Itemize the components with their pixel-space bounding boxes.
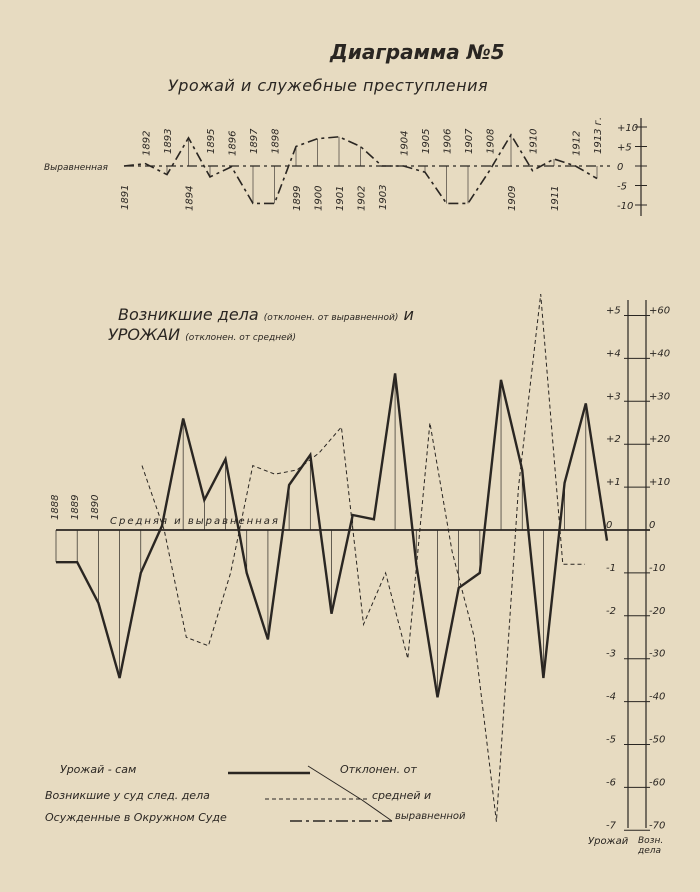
chart1-year-label: 1900 [313, 185, 325, 211]
chart2-left-tick-label: -6 [606, 777, 616, 789]
chart1-y-tick-label: -10 [617, 201, 634, 212]
axis-label-cases: Возн. дела [638, 836, 664, 856]
chart2-right-tick-label: +40 [649, 348, 671, 360]
chart2-right-tick-label: +30 [649, 391, 671, 403]
legend-note-3: выравненной [395, 811, 466, 822]
chart2-left-tick-label: +4 [606, 348, 621, 360]
chart2-title-main: Возникшие дела [118, 305, 259, 324]
chart1-year-label: 1906 [442, 128, 454, 154]
chart2-right-tick-label: -10 [649, 562, 666, 574]
legend-bracket-2 [362, 800, 392, 821]
chart2-left-tick-label: +2 [606, 434, 621, 446]
chart2-right-tick-label: -20 [649, 605, 666, 617]
legend-note-1: Отклонен. от [340, 763, 417, 776]
chart2-left-tick-label: -4 [606, 691, 616, 703]
chart2-right-tick-label: -60 [649, 777, 666, 789]
chart2-title-main2: УРОЖАИ [108, 325, 181, 344]
chart2-baseline-label: Средняя и выравненная [110, 516, 280, 527]
chart1-year-label: 1907 [464, 128, 475, 154]
chart1-year-label: 1895 [206, 128, 217, 154]
chart2-left-tick-label: -2 [606, 605, 616, 617]
chart2-right-tick-label: +10 [649, 477, 671, 489]
chart1-year-label: 1891 [120, 184, 131, 210]
chart1-year-label: 1901 [335, 185, 346, 211]
chart2-right-tick-label: -40 [649, 691, 666, 703]
chart1-year-label: 1903 [378, 184, 389, 210]
chart2-right-tick-label: -50 [649, 734, 666, 746]
chart1-year-label: 1910 [528, 128, 540, 154]
chart1-year-label: 1902 [356, 185, 368, 211]
chart1-year-label: 1893 [163, 128, 174, 154]
chart1-year-label: 1898 [270, 128, 282, 154]
chart2-series-cases [142, 294, 585, 822]
chart1-year-label: 1899 [292, 185, 303, 211]
diagram-title: Диаграмма №5 [330, 40, 505, 64]
chart2-right-tick-label: +60 [649, 305, 671, 317]
chart1-year-label: 1896 [227, 130, 239, 156]
chart2-left-tick-label: +5 [606, 305, 621, 317]
axis-label-harvest: Урожай [588, 836, 629, 847]
chart2-right-tick-label: -70 [649, 820, 666, 832]
chart2-right-tick-label: 0 [649, 520, 656, 531]
chart2-left-tick-label: -3 [606, 648, 616, 660]
chart1-year-label: 1897 [249, 128, 260, 154]
chart2-title-note: (отклонен. от выравненной) [263, 313, 399, 323]
chart2-right-tick-label: -30 [649, 648, 666, 660]
chart2-year-label: 1889 [70, 494, 81, 520]
chart2-left-tick-label: +1 [606, 477, 621, 489]
chart1-year-label: 1905 [421, 128, 432, 154]
chart1-year-label: 1904 [399, 130, 411, 156]
chart1-year-label: 1913 г. [593, 116, 604, 154]
chart2-left-tick-label: -7 [606, 820, 616, 832]
legend-harvest: Урожай - сам [60, 763, 137, 776]
diagram-subtitle: Урожай и служебные преступления [168, 76, 489, 95]
chart2-title-and: и [403, 305, 414, 324]
chart2-left-tick-label: 0 [606, 520, 613, 531]
chart2-left-tick-label: -1 [606, 562, 616, 574]
legend-note-2: средней и [372, 789, 432, 802]
chart1-y-tick-label: 0 [617, 162, 624, 173]
chart1-year-label: 1909 [507, 185, 518, 211]
chart1-year-label: 1912 [571, 130, 583, 156]
legend-convicted: Осужденные в Окружном Суде [45, 811, 227, 824]
chart1-year-label: 1911 [550, 185, 561, 211]
chart1-year-label: 1892 [141, 130, 153, 156]
chart2-right-tick-label: +20 [649, 434, 671, 446]
legend-cases: Возникшие у суд след. дела [45, 789, 210, 802]
chart1-y-tick-label: -5 [617, 181, 627, 193]
chart2-left-tick-label: -5 [606, 734, 616, 746]
chart2-left-tick-label: +3 [606, 391, 621, 403]
chart1-y-tick-label: +10 [617, 123, 639, 134]
chart1-y-tick-label: +5 [617, 142, 632, 154]
chart2-title-note2: (отклонен. от средней) [185, 333, 297, 343]
chart2-year-label: 1890 [90, 494, 101, 520]
chart1-year-label: 1894 [184, 185, 196, 211]
chart2-year-label: 1888 [50, 494, 61, 520]
chart1-baseline-label: Выравненная [44, 163, 108, 173]
chart1-year-label: 1908 [485, 128, 497, 154]
